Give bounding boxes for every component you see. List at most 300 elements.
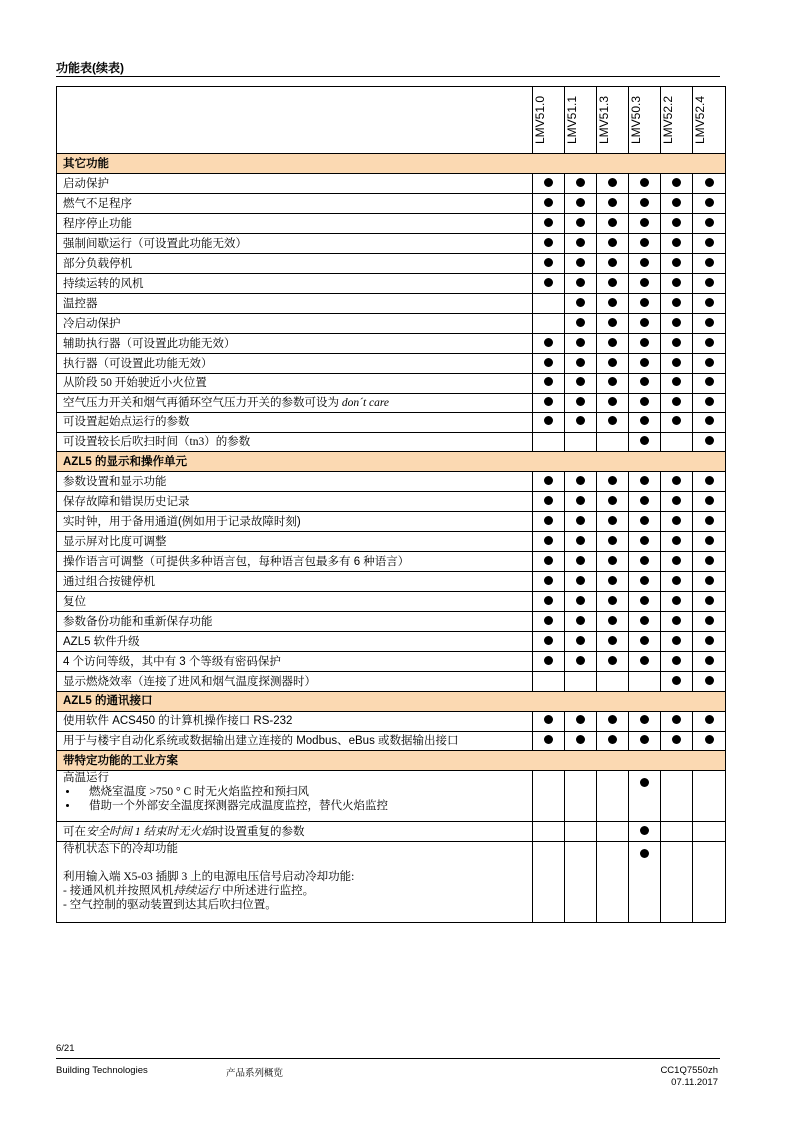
mark-cell	[565, 374, 597, 394]
feature-available-dot	[672, 338, 681, 347]
mark-cell	[533, 842, 565, 923]
feature-available-dot	[544, 496, 553, 505]
mark-cell	[693, 652, 726, 672]
feature-cell	[57, 731, 533, 751]
section-title: 其它功能	[57, 154, 726, 174]
feature-text: - 空气控制的驱动装置到达其后吹扫位置。	[63, 899, 277, 912]
mark-cell	[533, 413, 565, 433]
feature-available-dot	[576, 218, 585, 227]
mark-cell	[629, 612, 661, 632]
mark-cell	[693, 731, 726, 751]
feature-row	[57, 354, 726, 374]
feature-available-dot	[608, 656, 617, 665]
feature-available-dot	[705, 715, 714, 724]
feature-cell	[57, 174, 533, 194]
feature-available-dot	[544, 636, 553, 645]
mark-cell	[629, 274, 661, 294]
feature-available-dot	[576, 536, 585, 545]
feature-cell	[57, 472, 533, 492]
model-header-cell	[693, 87, 726, 154]
feature-available-dot	[672, 377, 681, 386]
feature-available-dot	[640, 358, 649, 367]
model-header-cell	[629, 87, 661, 154]
feature-available-dot	[640, 849, 649, 858]
mark-cell	[565, 552, 597, 572]
feature-available-dot	[544, 278, 553, 287]
mark-cell	[693, 532, 726, 552]
feature-label: 冷启动保护	[63, 317, 121, 330]
mark-cell	[565, 711, 597, 731]
feature-available-dot	[544, 218, 553, 227]
mark-cell	[597, 612, 629, 632]
mark-cell	[597, 374, 629, 394]
mark-cell	[629, 432, 661, 452]
feature-available-dot	[544, 198, 553, 207]
feature-cell	[57, 822, 533, 842]
mark-cell	[629, 234, 661, 254]
feature-available-dot	[672, 397, 681, 406]
feature-available-dot	[608, 596, 617, 605]
mark-cell	[661, 552, 693, 572]
mark-cell	[597, 552, 629, 572]
bullet-item: • 借助一个外部安全温度探测器完成温度监控，替代火焰监控	[79, 799, 532, 813]
feature-row	[57, 731, 726, 751]
mark-cell	[693, 572, 726, 592]
mark-cell	[533, 214, 565, 234]
feature-available-dot	[576, 397, 585, 406]
feature-row	[57, 334, 726, 354]
feature-label: 部分负载停机	[63, 257, 132, 270]
model-label: LMV51.1	[565, 95, 579, 145]
feature-label: 辅助执行器（可设置此功能无效）	[63, 337, 236, 350]
feature-cell	[57, 254, 533, 274]
feature-available-dot	[672, 636, 681, 645]
feature-available-dot	[672, 318, 681, 327]
mark-cell	[597, 214, 629, 234]
feature-available-dot	[608, 536, 617, 545]
feature-available-dot	[576, 596, 585, 605]
mark-cell	[533, 354, 565, 374]
feature-text: 可在	[63, 825, 86, 838]
feature-available-dot	[608, 238, 617, 247]
mark-cell	[629, 374, 661, 394]
feature-available-dot	[705, 377, 714, 386]
feature-available-dot	[640, 436, 649, 445]
feature-text-em: 持续运行	[173, 885, 220, 898]
function-table	[56, 86, 726, 923]
mark-cell	[629, 413, 661, 433]
mark-cell	[629, 592, 661, 612]
feature-available-dot	[672, 278, 681, 287]
mark-cell	[693, 294, 726, 314]
mark-cell	[533, 612, 565, 632]
mark-cell	[629, 572, 661, 592]
header-rule	[56, 76, 720, 77]
mark-cell	[597, 572, 629, 592]
feature-available-dot	[672, 496, 681, 505]
feature-row	[57, 174, 726, 194]
feature-text-em: 安全时间 1 结束时无火焰	[86, 825, 213, 838]
mark-cell	[533, 194, 565, 214]
model-label: LMV51.3	[597, 95, 611, 145]
page-header-title: 功能表(续表)	[56, 61, 124, 75]
feature-available-dot	[640, 715, 649, 724]
feature-available-dot	[608, 735, 617, 744]
feature-available-dot	[544, 416, 553, 425]
feature-available-dot	[705, 576, 714, 585]
model-header-cell	[565, 87, 597, 154]
feature-row	[57, 492, 726, 512]
footer-rule	[56, 1058, 720, 1059]
section-title: AZL5 的通讯接口	[57, 691, 726, 711]
model-header-cell	[597, 87, 629, 154]
mark-cell	[661, 592, 693, 612]
feature-row	[57, 214, 726, 234]
feature-available-dot	[576, 338, 585, 347]
feature-available-dot	[544, 178, 553, 187]
mark-cell	[565, 194, 597, 214]
feature-available-dot	[608, 516, 617, 525]
feature-available-dot	[544, 556, 553, 565]
mark-cell	[597, 532, 629, 552]
mark-cell	[661, 413, 693, 433]
mark-cell	[661, 822, 693, 842]
mark-cell	[597, 771, 629, 822]
mark-cell	[565, 432, 597, 452]
feature-cell	[57, 532, 533, 552]
feature-cell	[57, 432, 533, 452]
feature-cell	[57, 771, 533, 822]
feature-available-dot	[576, 298, 585, 307]
section-header-row	[57, 691, 726, 711]
special-row-standby	[57, 842, 726, 923]
feature-available-dot	[608, 616, 617, 625]
mark-cell	[533, 672, 565, 692]
mark-cell	[533, 711, 565, 731]
mark-cell	[565, 672, 597, 692]
feature-title: 待机状态下的冷却功能	[63, 843, 178, 856]
section-title: 带特定功能的工业方案	[57, 751, 726, 771]
feature-available-dot	[705, 636, 714, 645]
mark-cell	[533, 254, 565, 274]
mark-cell	[597, 632, 629, 652]
feature-available-dot	[608, 636, 617, 645]
feature-available-dot	[576, 516, 585, 525]
mark-cell	[693, 393, 726, 413]
feature-available-dot	[640, 778, 649, 787]
feature-label: AZL5 软件升级	[63, 635, 140, 648]
footer-doc-number: CC1Q7550zh	[660, 1065, 718, 1076]
mark-cell	[693, 632, 726, 652]
feature-available-dot	[608, 377, 617, 386]
feature-available-dot	[576, 278, 585, 287]
feature-available-dot	[640, 616, 649, 625]
mark-cell	[565, 532, 597, 552]
feature-available-dot	[576, 656, 585, 665]
mark-cell	[661, 771, 693, 822]
mark-cell	[597, 492, 629, 512]
feature-cell	[57, 552, 533, 572]
feature-available-dot	[705, 358, 714, 367]
section-header-row	[57, 154, 726, 174]
mark-cell	[565, 822, 597, 842]
mark-cell	[597, 354, 629, 374]
feature-available-dot	[640, 476, 649, 485]
feature-cell	[57, 842, 533, 923]
feature-available-dot	[705, 496, 714, 505]
feature-available-dot	[672, 258, 681, 267]
mark-cell	[693, 254, 726, 274]
feature-row	[57, 314, 726, 334]
mark-cell	[693, 842, 726, 923]
feature-cell	[57, 492, 533, 512]
feature-row	[57, 274, 726, 294]
feature-row	[57, 672, 726, 692]
feature-available-dot	[705, 616, 714, 625]
feature-available-dot	[608, 576, 617, 585]
mark-cell	[661, 334, 693, 354]
mark-cell	[565, 472, 597, 492]
feature-label: 可设置起始点运行的参数	[63, 416, 190, 429]
mark-cell	[629, 174, 661, 194]
feature-row	[57, 393, 726, 413]
mark-cell	[629, 842, 661, 923]
mark-cell	[629, 532, 661, 552]
feature-available-dot	[705, 238, 714, 247]
mark-cell	[565, 632, 597, 652]
model-header-cell	[533, 87, 565, 154]
mark-cell	[661, 472, 693, 492]
mark-cell	[661, 612, 693, 632]
mark-cell	[629, 354, 661, 374]
feature-title: 高温运行	[63, 772, 109, 785]
mark-cell	[533, 174, 565, 194]
mark-cell	[597, 472, 629, 492]
feature-available-dot	[576, 358, 585, 367]
model-label: LMV52.2	[661, 95, 675, 145]
feature-row	[57, 254, 726, 274]
feature-cell	[57, 354, 533, 374]
mark-cell	[597, 512, 629, 532]
feature-available-dot	[705, 416, 714, 425]
mark-cell	[597, 194, 629, 214]
mark-cell	[565, 492, 597, 512]
mark-cell	[693, 334, 726, 354]
feature-text: 利用输入端 X5-03 插脚 3 上的电源电压信号启动冷却功能:	[63, 871, 355, 884]
mark-cell	[629, 492, 661, 512]
feature-available-dot	[576, 258, 585, 267]
feature-header-cell	[57, 87, 533, 154]
feature-available-dot	[640, 318, 649, 327]
feature-available-dot	[705, 476, 714, 485]
feature-row	[57, 294, 726, 314]
mark-cell	[629, 294, 661, 314]
feature-label: 显示燃烧效率（连接了进风和烟气温度探测器时）	[63, 675, 316, 688]
feature-row	[57, 194, 726, 214]
feature-cell	[57, 393, 533, 413]
feature-cell	[57, 314, 533, 334]
mark-cell	[565, 572, 597, 592]
mark-cell	[597, 652, 629, 672]
mark-cell	[661, 492, 693, 512]
feature-label: 强制间歇运行（可设置此功能无效）	[63, 237, 247, 250]
feature-available-dot	[608, 556, 617, 565]
mark-cell	[597, 672, 629, 692]
feature-label: 使用软件 ACS450 的计算机操作接口 RS-232	[63, 715, 293, 728]
feature-label: 通过组合按键停机	[63, 575, 155, 588]
feature-available-dot	[640, 826, 649, 835]
mark-cell	[565, 354, 597, 374]
feature-available-dot	[640, 258, 649, 267]
feature-available-dot	[640, 735, 649, 744]
feature-available-dot	[608, 258, 617, 267]
mark-cell	[661, 572, 693, 592]
mark-cell	[533, 771, 565, 822]
feature-cell	[57, 194, 533, 214]
feature-available-dot	[640, 178, 649, 187]
mark-cell	[597, 592, 629, 612]
feature-available-dot	[576, 416, 585, 425]
mark-cell	[661, 174, 693, 194]
feature-available-dot	[544, 338, 553, 347]
mark-cell	[661, 711, 693, 731]
mark-cell	[693, 413, 726, 433]
mark-cell	[565, 214, 597, 234]
mark-cell	[629, 334, 661, 354]
mark-cell	[533, 512, 565, 532]
feature-row	[57, 432, 726, 452]
feature-available-dot	[672, 198, 681, 207]
feature-label: 实时钟，用于备用通道(例如用于记录故障时刻)	[63, 515, 301, 528]
feature-label: 用于与楼宇自动化系统或数据输出建立连接的 Modbus、eBus 或数据输出接口	[63, 734, 459, 747]
feature-available-dot	[705, 178, 714, 187]
feature-label: 从阶段 50 开始驶近小火位置	[63, 377, 207, 390]
feature-available-dot	[705, 676, 714, 685]
mark-cell	[533, 314, 565, 334]
feature-available-dot	[544, 596, 553, 605]
mark-cell	[661, 532, 693, 552]
mark-cell	[597, 413, 629, 433]
feature-available-dot	[705, 516, 714, 525]
mark-cell	[597, 731, 629, 751]
feature-cell	[57, 374, 533, 394]
feature-available-dot	[672, 238, 681, 247]
mark-cell	[533, 592, 565, 612]
section-header-row	[57, 751, 726, 771]
feature-available-dot	[705, 298, 714, 307]
mark-cell	[533, 822, 565, 842]
feature-label-em: don´t care	[341, 396, 390, 409]
feature-cell	[57, 652, 533, 672]
feature-available-dot	[608, 416, 617, 425]
feature-available-dot	[640, 516, 649, 525]
mark-cell	[565, 771, 597, 822]
mark-cell	[533, 552, 565, 572]
feature-cell	[57, 413, 533, 433]
feature-available-dot	[544, 377, 553, 386]
mark-cell	[533, 632, 565, 652]
feature-available-dot	[608, 338, 617, 347]
mark-cell	[629, 711, 661, 731]
feature-available-dot	[608, 298, 617, 307]
feature-available-dot	[576, 198, 585, 207]
mark-cell	[693, 234, 726, 254]
feature-row	[57, 652, 726, 672]
feature-available-dot	[608, 198, 617, 207]
feature-row	[57, 532, 726, 552]
special-row-repeat	[57, 822, 726, 842]
feature-text: 中所述进行监控。	[219, 885, 315, 898]
mark-cell	[533, 234, 565, 254]
mark-cell	[661, 354, 693, 374]
mark-cell	[629, 254, 661, 274]
feature-available-dot	[705, 436, 714, 445]
mark-cell	[533, 374, 565, 394]
feature-available-dot	[672, 298, 681, 307]
feature-available-dot	[640, 238, 649, 247]
mark-cell	[661, 842, 693, 923]
mark-cell	[533, 532, 565, 552]
feature-available-dot	[705, 338, 714, 347]
feature-available-dot	[640, 198, 649, 207]
feature-available-dot	[608, 178, 617, 187]
feature-available-dot	[640, 338, 649, 347]
mark-cell	[693, 552, 726, 572]
feature-available-dot	[640, 397, 649, 406]
feature-row	[57, 374, 726, 394]
feature-available-dot	[672, 735, 681, 744]
feature-available-dot	[544, 258, 553, 267]
feature-available-dot	[640, 656, 649, 665]
mark-cell	[597, 711, 629, 731]
feature-label: 参数备份功能和重新保存功能	[63, 615, 213, 628]
mark-cell	[533, 432, 565, 452]
mark-cell	[565, 393, 597, 413]
feature-label: 参数设置和显示功能	[63, 475, 167, 488]
feature-available-dot	[640, 298, 649, 307]
feature-available-dot	[705, 536, 714, 545]
feature-cell	[57, 234, 533, 254]
feature-available-dot	[672, 576, 681, 585]
mark-cell	[565, 731, 597, 751]
feature-cell	[57, 592, 533, 612]
mark-cell	[565, 294, 597, 314]
mark-cell	[693, 354, 726, 374]
feature-available-dot	[672, 596, 681, 605]
footer-doc-type: 产品系列概览	[226, 1068, 284, 1079]
feature-available-dot	[576, 735, 585, 744]
feature-available-dot	[608, 715, 617, 724]
mark-cell	[565, 413, 597, 433]
mark-cell	[565, 174, 597, 194]
feature-available-dot	[672, 516, 681, 525]
mark-cell	[693, 512, 726, 532]
feature-label: 保存故障和错误历史记录	[63, 495, 190, 508]
mark-cell	[693, 194, 726, 214]
feature-available-dot	[705, 397, 714, 406]
mark-cell	[693, 822, 726, 842]
mark-cell	[565, 612, 597, 632]
feature-available-dot	[640, 218, 649, 227]
mark-cell	[533, 492, 565, 512]
feature-available-dot	[640, 556, 649, 565]
feature-available-dot	[608, 496, 617, 505]
feature-available-dot	[576, 238, 585, 247]
feature-available-dot	[672, 715, 681, 724]
feature-cell	[57, 334, 533, 354]
mark-cell	[533, 294, 565, 314]
feature-cell	[57, 612, 533, 632]
